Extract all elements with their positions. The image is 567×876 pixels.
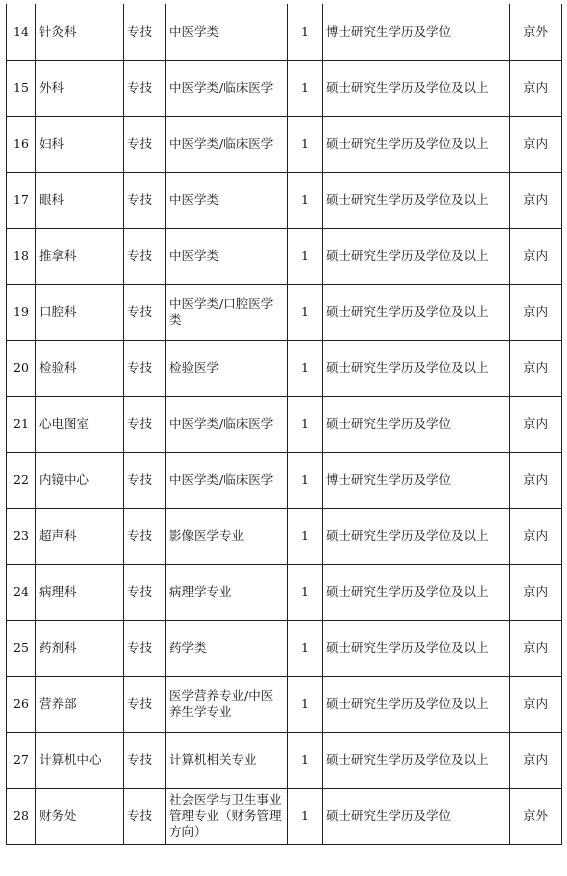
position-type-cell: 专技	[124, 508, 166, 564]
table-body	[7, 4, 562, 844]
education-cell: 硕士研究生学历及学位及以上	[323, 732, 510, 788]
residence-cell: 京内	[510, 620, 562, 676]
education-cell: 博士研究生学历及学位	[323, 452, 510, 508]
position-type-cell: 专技	[124, 396, 166, 452]
major-cell: 中医学类	[166, 4, 288, 60]
position-type-cell: 专技	[124, 564, 166, 620]
position-type-cell: 专技	[124, 60, 166, 116]
recruitment-table	[6, 4, 562, 845]
table-row	[7, 396, 562, 452]
position-type-cell: 专技	[124, 4, 166, 60]
department-cell: 病理科	[36, 564, 124, 620]
education-cell: 硕士研究生学历及学位及以上	[323, 676, 510, 732]
headcount-cell: 1	[288, 564, 323, 620]
major-cell: 中医学类/临床医学	[166, 452, 288, 508]
department-cell: 超声科	[36, 508, 124, 564]
department-cell: 妇科	[36, 116, 124, 172]
table-row	[7, 172, 562, 228]
residence-cell: 京内	[510, 284, 562, 340]
education-cell: 硕士研究生学历及学位	[323, 396, 510, 452]
residence-cell: 京内	[510, 60, 562, 116]
department-cell: 计算机中心	[36, 732, 124, 788]
table-row	[7, 732, 562, 788]
education-cell: 硕士研究生学历及学位	[323, 788, 510, 844]
department-cell: 口腔科	[36, 284, 124, 340]
residence-cell: 京内	[510, 396, 562, 452]
education-cell: 硕士研究生学历及学位及以上	[323, 284, 510, 340]
headcount-cell: 1	[288, 172, 323, 228]
residence-cell: 京内	[510, 116, 562, 172]
headcount-cell: 1	[288, 788, 323, 844]
education-cell: 硕士研究生学历及学位及以上	[323, 620, 510, 676]
position-type-cell: 专技	[124, 676, 166, 732]
headcount-cell: 1	[288, 4, 323, 60]
table-row	[7, 4, 562, 60]
headcount-cell: 1	[288, 620, 323, 676]
position-type-cell: 专技	[124, 732, 166, 788]
education-cell: 硕士研究生学历及学位及以上	[323, 564, 510, 620]
position-type-cell: 专技	[124, 788, 166, 844]
education-cell: 博士研究生学历及学位	[323, 4, 510, 60]
table-row	[7, 116, 562, 172]
headcount-cell: 1	[288, 340, 323, 396]
residence-cell: 京外	[510, 4, 562, 60]
major-cell: 检验医学	[166, 340, 288, 396]
residence-cell: 京内	[510, 676, 562, 732]
table-row	[7, 620, 562, 676]
table-row	[7, 284, 562, 340]
headcount-cell: 1	[288, 508, 323, 564]
major-cell: 计算机相关专业	[166, 732, 288, 788]
major-cell: 影像医学专业	[166, 508, 288, 564]
table-row	[7, 508, 562, 564]
department-cell: 眼科	[36, 172, 124, 228]
table-row	[7, 452, 562, 508]
education-cell: 硕士研究生学历及学位及以上	[323, 60, 510, 116]
table-row	[7, 60, 562, 116]
education-cell: 硕士研究生学历及学位及以上	[323, 508, 510, 564]
headcount-cell: 1	[288, 676, 323, 732]
department-cell: 药剂科	[36, 620, 124, 676]
table-row	[7, 340, 562, 396]
row-number: 16	[7, 116, 36, 172]
row-number: 19	[7, 284, 36, 340]
education-cell: 硕士研究生学历及学位及以上	[323, 172, 510, 228]
position-type-cell: 专技	[124, 172, 166, 228]
row-number: 15	[7, 60, 36, 116]
residence-cell: 京内	[510, 452, 562, 508]
position-type-cell: 专技	[124, 620, 166, 676]
headcount-cell: 1	[288, 396, 323, 452]
row-number: 27	[7, 732, 36, 788]
row-number: 18	[7, 228, 36, 284]
row-number: 23	[7, 508, 36, 564]
residence-cell: 京内	[510, 228, 562, 284]
headcount-cell: 1	[288, 116, 323, 172]
department-cell: 推拿科	[36, 228, 124, 284]
position-type-cell: 专技	[124, 228, 166, 284]
row-number: 24	[7, 564, 36, 620]
major-cell: 中医学类/临床医学	[166, 396, 288, 452]
row-number: 26	[7, 676, 36, 732]
row-number: 25	[7, 620, 36, 676]
table-row	[7, 228, 562, 284]
department-cell: 针灸科	[36, 4, 124, 60]
residence-cell: 京内	[510, 172, 562, 228]
position-type-cell: 专技	[124, 284, 166, 340]
residence-cell: 京外	[510, 788, 562, 844]
department-cell: 内镜中心	[36, 452, 124, 508]
major-cell: 药学类	[166, 620, 288, 676]
department-cell: 外科	[36, 60, 124, 116]
row-number: 28	[7, 788, 36, 844]
major-cell: 社会医学与卫生事业管理专业（财务管理方向）	[166, 788, 288, 844]
row-number: 22	[7, 452, 36, 508]
department-cell: 财务处	[36, 788, 124, 844]
major-cell: 医学营养专业/中医养生学专业	[166, 676, 288, 732]
major-cell: 中医学类/临床医学	[166, 116, 288, 172]
residence-cell: 京内	[510, 340, 562, 396]
major-cell: 中医学类/临床医学	[166, 60, 288, 116]
headcount-cell: 1	[288, 732, 323, 788]
position-type-cell: 专技	[124, 452, 166, 508]
residence-cell: 京内	[510, 508, 562, 564]
row-number: 21	[7, 396, 36, 452]
department-cell: 检验科	[36, 340, 124, 396]
position-type-cell: 专技	[124, 116, 166, 172]
major-cell: 病理学专业	[166, 564, 288, 620]
major-cell: 中医学类	[166, 172, 288, 228]
table-row	[7, 564, 562, 620]
row-number: 20	[7, 340, 36, 396]
position-type-cell: 专技	[124, 340, 166, 396]
table-row	[7, 788, 562, 844]
education-cell: 硕士研究生学历及学位及以上	[323, 116, 510, 172]
headcount-cell: 1	[288, 284, 323, 340]
headcount-cell: 1	[288, 452, 323, 508]
education-cell: 硕士研究生学历及学位及以上	[323, 340, 510, 396]
table-row	[7, 676, 562, 732]
headcount-cell: 1	[288, 60, 323, 116]
major-cell: 中医学类/口腔医学类	[166, 284, 288, 340]
residence-cell: 京内	[510, 732, 562, 788]
residence-cell: 京内	[510, 564, 562, 620]
department-cell: 心电图室	[36, 396, 124, 452]
major-cell: 中医学类	[166, 228, 288, 284]
headcount-cell: 1	[288, 228, 323, 284]
row-number: 17	[7, 172, 36, 228]
department-cell: 营养部	[36, 676, 124, 732]
education-cell: 硕士研究生学历及学位及以上	[323, 228, 510, 284]
row-number: 14	[7, 4, 36, 60]
